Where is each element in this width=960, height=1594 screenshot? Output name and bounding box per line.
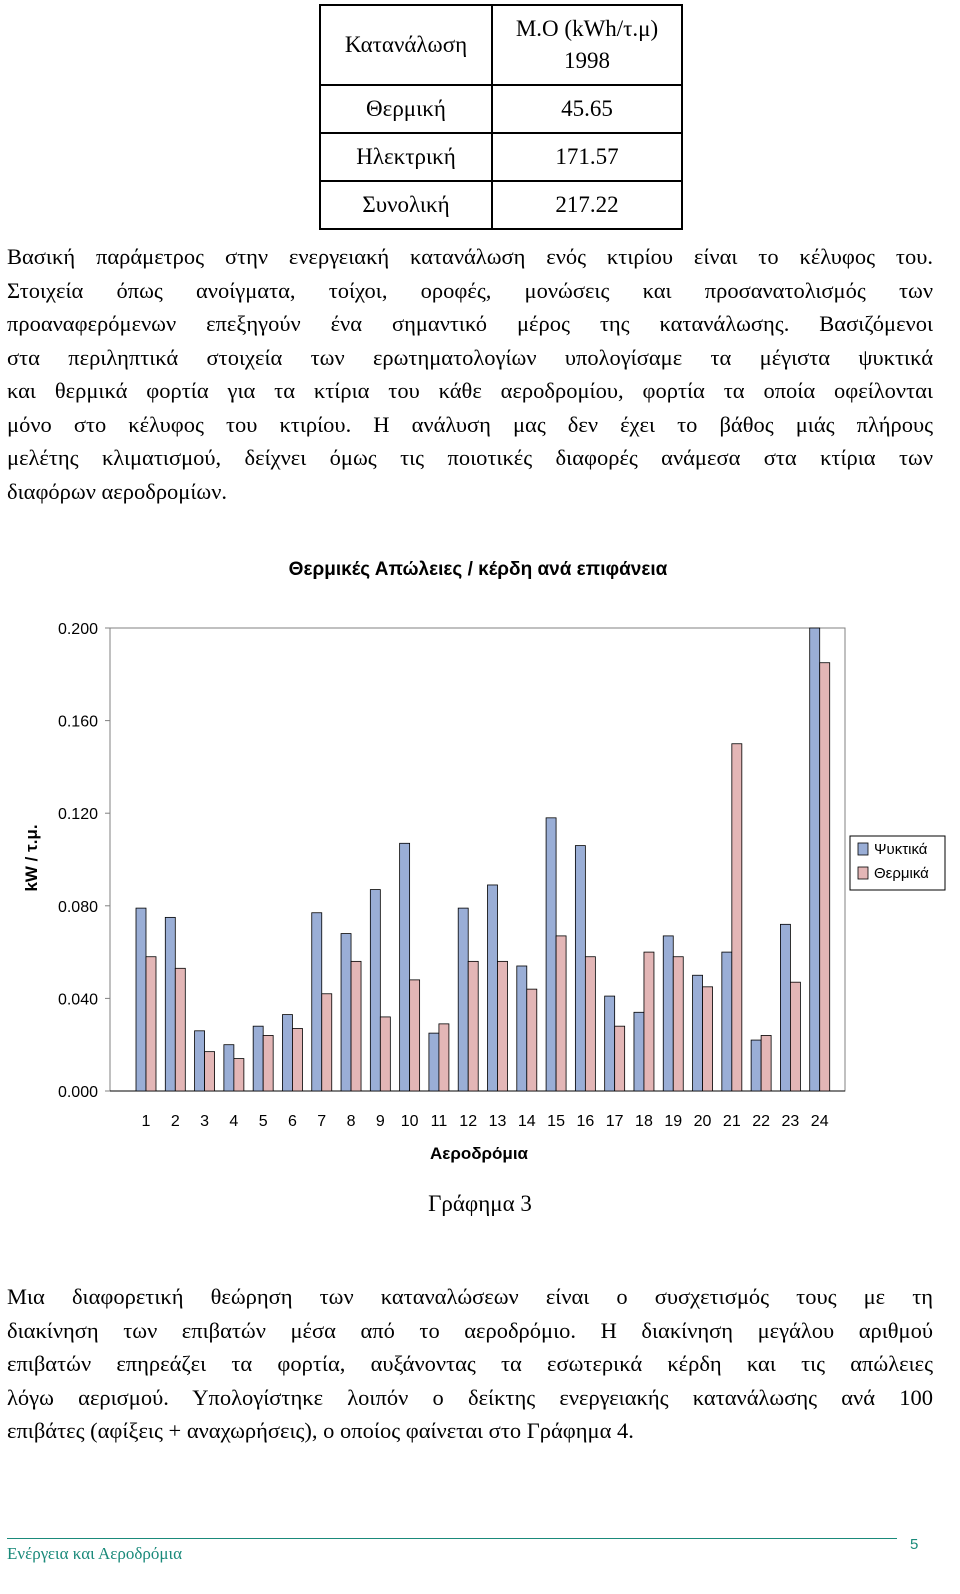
x-axis-label: Αεροδρόμια <box>429 1144 529 1163</box>
table-header-cell <box>492 5 682 85</box>
y-tick-label: 0.040 <box>57 991 98 1009</box>
header-label: Κατανάλωση <box>344 32 468 57</box>
bar-heating <box>205 1052 215 1091</box>
bar-heating <box>468 961 478 1091</box>
bar-cooling <box>282 1015 292 1091</box>
bar-heating <box>703 987 713 1091</box>
y-tick-label: 0.000 <box>57 1084 98 1101</box>
table-cell: Συνολική <box>320 181 492 229</box>
x-tick-label: 20 <box>693 1113 712 1130</box>
bar-cooling <box>751 1040 761 1091</box>
bar-cooling <box>136 908 146 1091</box>
bar-heating <box>761 1035 771 1091</box>
table-cell: 45.65 <box>492 85 682 133</box>
bar-chart <box>0 540 960 1180</box>
bar-heating <box>498 961 508 1091</box>
x-tick-label: 23 <box>781 1113 800 1130</box>
bar-heating <box>615 1026 625 1091</box>
bar-heating <box>292 1028 302 1091</box>
footer-divider <box>7 1538 897 1539</box>
chart-legend <box>850 836 945 890</box>
bar-heating <box>380 1017 390 1091</box>
bar-heating <box>234 1059 244 1091</box>
bar-heating <box>732 744 742 1091</box>
x-tick-label: 18 <box>635 1113 653 1130</box>
text-line: Στοιχεία όπως ανοίγματα, τοίχοι, οροφές, μονώσεις και προσανατολισμός των <box>7 277 933 303</box>
bar-cooling <box>780 924 790 1091</box>
bar-heating <box>322 994 332 1091</box>
x-tick-label: 21 <box>722 1113 741 1130</box>
bar-cooling <box>429 1033 439 1091</box>
x-tick-label: 16 <box>576 1113 595 1130</box>
header-label: Μ.Ο (kWh/τ.μ) <box>515 16 659 41</box>
text-line: Μια διαφορετική θεώρηση των καταναλώσεων είναι ο συσχετισμός τους με τη <box>7 1284 933 1309</box>
x-tick-label: 11 <box>430 1113 448 1130</box>
x-tick-label: 19 <box>664 1113 683 1130</box>
table-header-cell <box>320 5 492 85</box>
paragraph-1 <box>7 240 933 508</box>
bar-heating <box>644 952 654 1091</box>
bar-heating <box>790 982 800 1091</box>
text-line: προαναφερόμενων επεξηγούν ένα σημαντικό μέρος της κατανάλωσης. Βασιζόμενοι <box>7 311 933 336</box>
table-cell: Ηλεκτρική <box>320 133 492 181</box>
bar-heating <box>673 957 683 1091</box>
bar-cooling <box>546 818 556 1091</box>
table-cell: Θερμική <box>320 85 492 133</box>
bar-heating <box>351 961 361 1091</box>
bar-heating <box>146 957 156 1091</box>
x-tick-label: 5 <box>258 1113 268 1130</box>
x-tick-label: 1 <box>141 1113 151 1130</box>
bar-cooling <box>370 890 380 1091</box>
bar-heating <box>585 957 595 1091</box>
bar-cooling <box>253 1026 263 1091</box>
x-tick-label: 15 <box>547 1113 565 1130</box>
x-tick-label: 2 <box>170 1113 180 1130</box>
bar-cooling <box>488 885 498 1091</box>
x-ticks <box>142 1113 829 1130</box>
table-cell: 171.57 <box>492 133 682 181</box>
bar-heating <box>439 1024 449 1091</box>
x-tick-label: 4 <box>229 1113 239 1130</box>
bar-cooling <box>722 952 732 1091</box>
consumption-table <box>319 4 683 230</box>
bar-heating <box>175 968 185 1091</box>
table-row <box>320 85 682 133</box>
x-tick-label: 14 <box>517 1113 536 1130</box>
bar-cooling <box>165 917 175 1091</box>
bar-cooling <box>663 936 673 1091</box>
legend-swatch-cooling <box>858 843 868 855</box>
chart-caption: Γράφημα 3 <box>428 1191 532 1216</box>
x-tick-label: 3 <box>200 1113 210 1130</box>
legend-label: Θερμικά <box>874 865 929 882</box>
y-tick-label: 0.200 <box>57 621 98 638</box>
x-tick-label: 6 <box>288 1113 297 1130</box>
bar-cooling <box>605 996 615 1091</box>
bar-cooling <box>312 913 322 1091</box>
table-cell: 217.22 <box>492 181 682 229</box>
y-tick-label: 0.120 <box>57 806 98 824</box>
bar-cooling <box>400 843 410 1091</box>
y-axis-label: kW / τ.μ. <box>22 824 41 892</box>
bar-cooling <box>517 966 527 1091</box>
bar-cooling <box>341 934 351 1091</box>
x-tick-label: 22 <box>752 1113 771 1130</box>
bar-cooling <box>810 628 820 1091</box>
text-line: μόνο στο κέλυφος του κτιρίου. Η ανάλυση μας δεν έχει το βάθος μιάς πλήρους <box>7 411 933 437</box>
text-line: Βασική παράμετρος στην ενεργειακή κατανάλωση ενός κτιρίου είναι το κέλυφος του. <box>7 244 933 269</box>
bar-heating <box>527 989 537 1091</box>
text-line: μελέτης κλιματισμού, δείχνει όμως τις ποιοτικές διαφορές ανάμεσα στα κτίρια των <box>7 445 933 470</box>
text-line: και θερμικά φορτία για τα κτίρια του κάθε αεροδρομίου, φορτία τα οποία οφείλονται <box>7 378 933 403</box>
paragraph-2 <box>7 1280 933 1448</box>
header-label: 1998 <box>564 48 610 73</box>
chart-title: Θερμικές Απώλειες / κέρδη ανά επιφάνεια <box>288 559 668 580</box>
table-header-row <box>320 5 682 85</box>
table-row <box>320 133 682 181</box>
y-tick-label: 0.080 <box>57 898 98 916</box>
x-tick-label: 12 <box>459 1113 478 1130</box>
x-tick-label: 9 <box>375 1113 385 1130</box>
bar-heating <box>556 936 566 1091</box>
text-line: στα περιληπτικά στοιχεία των ερωτηματολογίων υπολογίσαμε τα μέγιστα ψυκτικά <box>7 344 933 370</box>
footer-title: Ενέργεια και Αεροδρόμια <box>7 1544 182 1563</box>
page-number: 5 <box>910 1536 919 1553</box>
bar-cooling <box>693 975 703 1091</box>
bar-cooling <box>575 846 585 1091</box>
x-tick-label: 7 <box>317 1113 327 1130</box>
legend-swatch-heating <box>858 867 868 879</box>
bar-heating <box>263 1035 273 1091</box>
x-tick-label: 17 <box>605 1113 624 1130</box>
bar-cooling <box>458 908 468 1091</box>
text-line: διακίνηση των επιβατών μέσα από το αεροδρόμιο. Η διακίνηση μεγάλου αριθμού <box>7 1317 933 1343</box>
x-tick-label: 8 <box>346 1113 356 1130</box>
bar-heating <box>410 980 420 1091</box>
bar-heating <box>820 663 830 1091</box>
bar-cooling <box>195 1031 205 1091</box>
text-line: διαφόρων αεροδρομίων. <box>7 478 228 504</box>
text-line: λόγω αερισμού. Υπολογίστηκε λοιπόν ο δείκτης ενεργειακής κατανάλωσης ανά 100 <box>7 1384 933 1410</box>
bar-cooling <box>224 1045 234 1091</box>
text-line: επιβάτες (αφίξεις + αναχωρήσεις), ο οποίος φαίνεται στο Γράφημα 4. <box>7 1418 634 1443</box>
table-row <box>320 181 682 229</box>
bar-cooling <box>634 1012 644 1091</box>
text-line: επιβατών επηρεάζει τα φορτία, αυξάνοντας τα εσωτερικά κέρδη και τις απώλειες <box>7 1351 933 1376</box>
legend-label: Ψυκτικά <box>874 841 928 858</box>
y-ticks <box>58 621 98 1101</box>
x-tick-label: 10 <box>400 1113 419 1130</box>
y-tick-label: 0.160 <box>57 713 98 731</box>
x-tick-label: 24 <box>810 1113 829 1130</box>
x-tick-label: 13 <box>488 1113 507 1130</box>
